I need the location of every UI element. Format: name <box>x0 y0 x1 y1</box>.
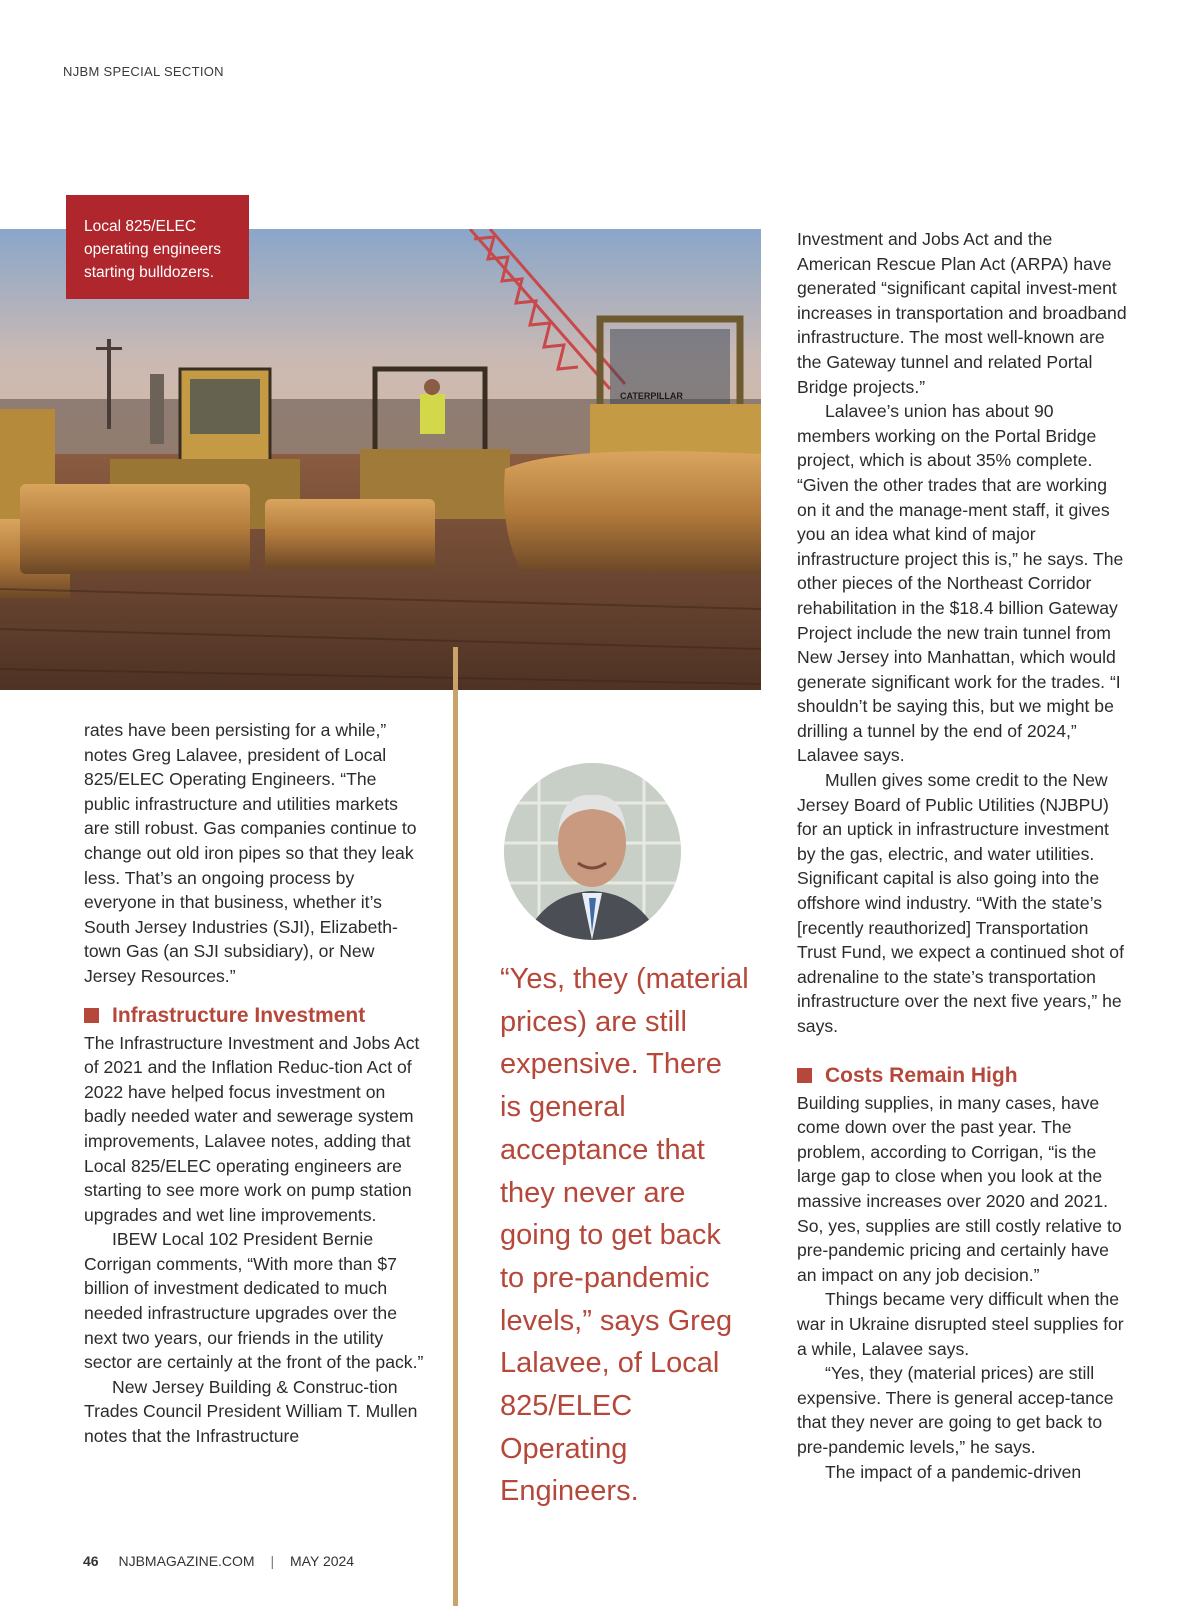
footer-separator: | <box>270 1553 275 1569</box>
left-column <box>84 718 424 1449</box>
pull-quote: “Yes, they (material prices) are still expensive. There is general acceptance that they never are going to get back to pre-pandemic levels,” says Greg Lalavee, of Local 825/ELEC Operating Engineers. <box>500 963 749 1508</box>
greg-lalavee-portrait <box>504 763 681 940</box>
page-number: 46 <box>83 1553 99 1569</box>
right-paragraph-7: The impact of a pandemic-driven <box>825 1461 1082 1482</box>
caterpillar-logo-text: CATERPILLAR <box>620 391 683 401</box>
right-column <box>797 227 1127 1484</box>
right-paragraph-2: Lalavee’s union has about 90 members working on the Portal Bridge project, which is about 35% complete. “Given the other trades that are working on it and the manage-ment staff, it gives you an idea what kind of major infrastructure project this is,” he says. The other pieces of the Northeast Corridor rehabilitation in the $18.4 billion Gateway Project include the new train tunnel from New Jersey into Manhattan, which would generate significant work for the trades. “I shouldn’t be saying this, but we might be drilling a tunnel by the end of 2024,” Lalavee says. <box>797 401 1124 766</box>
section-label: NJBM SPECIAL SECTION <box>63 64 224 79</box>
column-divider <box>453 647 458 1606</box>
right-paragraph-6: “Yes, they (material prices) are still expensive. There is general accep-tance that they never are going to get back to pre-pandemic levels,” he says. <box>797 1363 1114 1457</box>
footer-site[interactable]: NJBMAGAZINE.COM <box>118 1553 255 1569</box>
subhead-costs-remain-high <box>797 1063 1127 1089</box>
footer-issue: MAY 2024 <box>290 1553 355 1569</box>
right-paragraph-5: Things became very difficult when the war in Ukraine disrupted steel supplies for a while, Lalavee says. <box>797 1289 1124 1359</box>
subhead-square-icon <box>84 1008 99 1023</box>
page-footer <box>83 1553 354 1569</box>
subhead-infrastructure-investment <box>84 1003 424 1029</box>
photo-caption: Local 825/ELEC operating engineers starting bulldozers. <box>66 195 249 299</box>
left-paragraph-2: The Infrastructure Investment and Jobs Act of 2021 and the Inflation Reduc-tion Act of 2022 have helped focus investment on badly needed water and sewerage system improvements, Lalavee notes, adding that Local 825/ELEC operating engineers are starting to see more work on pump station upgrades and wet line improvements. <box>84 1032 420 1225</box>
subhead-text: Costs Remain High <box>825 1063 1018 1087</box>
left-paragraph-4: New Jersey Building & Construc-tion Trades Council President William T. Mullen notes that the Infrastructure <box>84 1376 418 1447</box>
left-paragraph-1: rates have been persisting for a while,” notes Greg Lalavee, president of Local 825/ELEC Operating Engineers. “The public infrastructure and utilities markets are still robust. Gas companies continue to change out old iron pipes so that they leak less. That’s an ongoing process by everyone in that business, whether it’s South Jersey Industries (SJI), Elizabeth-town Gas (an SJI subsidiary), or New Jersey Resources.” <box>84 720 417 986</box>
right-paragraph-1: Investment and Jobs Act and the American Rescue Plan Act (ARPA) have generated “significant capital invest-ment increases in transportation and broadband infrastructure. The most well-known are the Gateway tunnel and related Portal Bridge projects.” <box>797 229 1127 397</box>
left-paragraph-3: IBEW Local 102 President Bernie Corrigan comments, “With more than $7 billion of investment dedicated to much needed infrastructure upgrades over the next two years, our friends in the utility sector are certainly at the front of the pack.” <box>84 1229 424 1373</box>
right-paragraph-3: Mullen gives some credit to the New Jersey Board of Public Utilities (NJBPU) for an uptick in infrastructure investment by the gas, electric, and water utilities. Significant capital is also going into the offshore wind industry. “With the state’s [recently reauthorized] Transportation Trust Fund, we expect a continued shot of adrenaline to the state’s transportation infrastructure over the next five years,” he says. <box>797 770 1124 1036</box>
subhead-square-icon <box>797 1068 812 1083</box>
subhead-text: Infrastructure Investment <box>112 1003 366 1027</box>
right-paragraph-4: Building supplies, in many cases, have come down over the past year. The problem, according to Corrigan, “is the large gap to close when you look at the massive increases over 2020 and 2021. So, yes, supplies are still costly relative to pre-pandemic pricing and certainly have an impact on any job decision.” <box>797 1092 1122 1285</box>
